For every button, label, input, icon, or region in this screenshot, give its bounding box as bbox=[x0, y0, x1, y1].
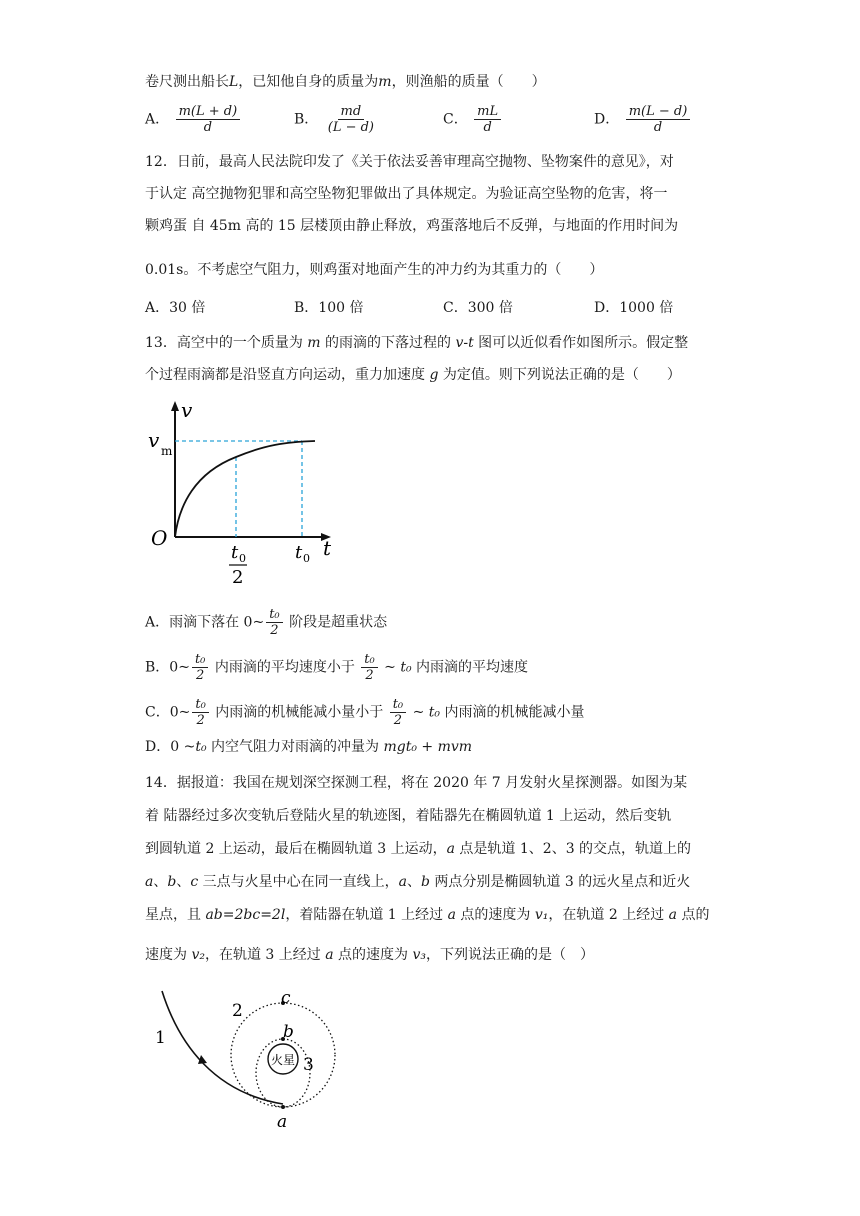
q14-line-4 bbox=[145, 872, 690, 892]
q13-option-d[interactable] bbox=[145, 737, 472, 757]
q14-text: 点是轨道 1、2、3 的交点，轨道上的 bbox=[454, 841, 692, 857]
fraction-numerator: t₀ bbox=[192, 652, 208, 668]
q14-text: 、 bbox=[406, 874, 421, 890]
fraction-denominator: (L − d) bbox=[327, 120, 375, 135]
var-a: a bbox=[398, 874, 407, 890]
var-g: g bbox=[429, 367, 439, 383]
q12-option-a[interactable]: A．30 倍 bbox=[145, 300, 206, 316]
q12-option-b[interactable]: B．100 倍 bbox=[294, 300, 364, 316]
q11-text: ，则渔船的质量（ ） bbox=[391, 74, 546, 90]
q14-text: 两点分别是椭圆轨道 3 的远火星点和近火 bbox=[429, 874, 691, 890]
var-v2: v₂ bbox=[191, 947, 205, 963]
q14-text: 速度为 bbox=[145, 947, 192, 963]
q14-line-1: 14．据报道：我国在规划深空探测工程，将在 2020 年 7 月发射火星探测器。如图为某 bbox=[145, 775, 688, 791]
option-text: B．0~ bbox=[145, 659, 190, 676]
var-a: a bbox=[446, 841, 455, 857]
fraction-denominator: d bbox=[203, 120, 213, 135]
option-letter: A． bbox=[145, 111, 170, 128]
fraction-denominator: 2 bbox=[365, 668, 374, 683]
option-text: D．0 ~ bbox=[145, 739, 196, 755]
half-t0-numerator: t bbox=[231, 542, 239, 563]
axis-t-label: t bbox=[323, 536, 332, 560]
fraction-numerator: m(L + d) bbox=[176, 104, 241, 120]
var-L: L bbox=[229, 74, 239, 90]
q12-line-1: 12．日前，最高人民法院印发了《关于依法妥善审理高空抛物、坠物案件的意见》，对 bbox=[145, 154, 674, 170]
distance-equation: ab=2bc=2l bbox=[205, 907, 286, 923]
option-text: 内雨滴的机械能减小量小于 bbox=[210, 704, 388, 721]
q13-option-c[interactable] bbox=[145, 697, 584, 728]
q14-text: ，着陆器在轨道 1 上经过 bbox=[285, 907, 448, 923]
fraction-numerator: md bbox=[338, 104, 365, 120]
orbit-1-path bbox=[162, 991, 283, 1104]
t0-subscript: 0 bbox=[303, 552, 310, 565]
point-b-label: b bbox=[283, 1022, 294, 1042]
var-b: b bbox=[167, 874, 177, 890]
var-a: a bbox=[668, 907, 678, 923]
q11-option-b[interactable] bbox=[294, 104, 379, 135]
fraction-numerator: t₀ bbox=[361, 652, 377, 668]
q13-option-b[interactable] bbox=[145, 652, 528, 683]
q11-option-c[interactable] bbox=[443, 104, 503, 135]
option-fraction bbox=[626, 104, 691, 135]
q11-option-d[interactable] bbox=[594, 104, 692, 135]
var-t0: t₀ bbox=[195, 739, 207, 755]
fraction-t0-over-2 bbox=[192, 697, 208, 728]
q13-text: 个过程雨滴都是沿竖直方向运动，重力加速度 bbox=[145, 367, 430, 383]
q12-option-d[interactable]: D．1000 倍 bbox=[594, 300, 674, 316]
q13-text: 为定值。则下列说法正确的是（ ） bbox=[438, 367, 681, 383]
q14-text: 星点，且 bbox=[145, 907, 206, 923]
q13-line-1 bbox=[145, 333, 688, 353]
option-letter: B． bbox=[294, 111, 319, 128]
t0-label: t bbox=[295, 542, 303, 563]
option-letter: C． bbox=[443, 111, 468, 128]
q14-line-2: 着 陆器经过多次变轨后登陆火星的轨迹图，着陆器先在椭圆轨道 1 上运动，然后变轨 bbox=[145, 808, 672, 824]
option-text: ~ bbox=[408, 704, 429, 721]
fraction-numerator: t₀ bbox=[266, 607, 282, 623]
half-t0-denominator: 2 bbox=[232, 567, 244, 588]
mars-label: 火星 bbox=[270, 1053, 296, 1067]
q14-text: 、 bbox=[153, 874, 168, 890]
var-a: a bbox=[447, 907, 456, 923]
point-c-label: c bbox=[281, 988, 291, 1008]
fraction-numerator: mL bbox=[474, 104, 501, 120]
q14-line-6 bbox=[145, 945, 594, 965]
fraction-denominator: 2 bbox=[270, 623, 279, 638]
impulse-formula: mgt₀ + mvm bbox=[383, 739, 473, 755]
q14-text: ，下列说法正确的是（ ） bbox=[426, 947, 595, 963]
point-a-label: a bbox=[277, 1112, 288, 1132]
q14-text: 点的速度为 bbox=[455, 907, 535, 923]
var-v1: v₁ bbox=[534, 907, 549, 923]
option-letter: D． bbox=[594, 111, 620, 128]
point-a bbox=[281, 1105, 285, 1109]
q11-stem-line bbox=[145, 72, 546, 92]
q12-line-2: 于认定 高空抛物犯罪和高空坠物犯罪做出了具体规定。为验证高空坠物的危害，将一 bbox=[145, 186, 668, 202]
option-text: 阶段是超重状态 bbox=[284, 614, 388, 631]
q14-text: 、 bbox=[176, 874, 191, 890]
var-m: m bbox=[378, 74, 392, 90]
q13-option-a[interactable] bbox=[145, 607, 387, 638]
option-text: A．雨滴下落在 0~ bbox=[145, 614, 265, 631]
var-a: a bbox=[325, 947, 334, 963]
orbit-3-label: 3 bbox=[303, 1055, 314, 1075]
q13-text: 13．高空中的一个质量为 bbox=[145, 335, 308, 351]
q14-line-5 bbox=[145, 905, 709, 925]
var-m: m bbox=[307, 335, 321, 351]
var-v3: v₃ bbox=[412, 947, 427, 963]
vm-label: v bbox=[148, 428, 160, 452]
var-c: c bbox=[190, 874, 199, 890]
fraction-denominator: 2 bbox=[196, 713, 205, 728]
fraction-denominator: 2 bbox=[393, 713, 403, 728]
origin-label: O bbox=[151, 526, 168, 550]
var-t0: t₀ bbox=[428, 704, 441, 721]
option-text: 内雨滴的机械能减小量 bbox=[440, 704, 585, 721]
option-text: 内雨滴的平均速度小于 bbox=[210, 659, 360, 676]
option-text: 内空气阻力对雨滴的冲量为 bbox=[206, 739, 384, 755]
option-fraction bbox=[474, 104, 501, 135]
fraction-denominator: d bbox=[483, 120, 492, 135]
fraction-numerator: m(L − d) bbox=[626, 104, 691, 120]
velocity-curve bbox=[175, 441, 315, 537]
option-text: C．0~ bbox=[145, 704, 191, 721]
q11-option-a[interactable] bbox=[145, 104, 242, 135]
q12-option-c[interactable]: C．300 倍 bbox=[443, 300, 513, 316]
q14-text: 点的速度为 bbox=[333, 947, 413, 963]
q11-text: ，已知他自身的质量为 bbox=[238, 74, 379, 90]
half-t0-subscript: 0 bbox=[239, 552, 246, 565]
q13-text: 的雨滴的下落过程的 bbox=[320, 335, 456, 351]
q14-text: 点的 bbox=[677, 907, 710, 923]
fraction-numerator: t₀ bbox=[390, 697, 406, 713]
fraction-t0-over-2 bbox=[390, 697, 406, 728]
q13-line-2 bbox=[145, 365, 681, 385]
q14-text: ，在轨道 3 上经过 bbox=[204, 947, 326, 963]
vm-subscript: m bbox=[161, 444, 173, 458]
var-b: b bbox=[420, 874, 430, 890]
option-fraction bbox=[176, 104, 241, 135]
fraction-numerator: t₀ bbox=[192, 697, 208, 713]
q14-line-3 bbox=[145, 839, 691, 859]
fraction-t0-over-2 bbox=[192, 652, 208, 683]
q14-text: 到圆轨道 2 上运动，最后在椭圆轨道 3 上运动， bbox=[145, 841, 447, 857]
fraction-denominator: d bbox=[653, 120, 663, 135]
var-vt: v-t bbox=[455, 335, 474, 351]
q13-vt-graph bbox=[145, 395, 345, 590]
orbit-2-label: 2 bbox=[232, 1001, 243, 1021]
q14-orbit-diagram bbox=[145, 985, 345, 1160]
q14-text: 三点与火星中心在同一直线上， bbox=[198, 874, 399, 890]
var-t0: t₀ bbox=[400, 659, 412, 676]
q12-line-3: 颗鸡蛋 自 45m 高的 15 层楼顶由静止释放，鸡蛋落地后不反弹，与地面的作用时间为 bbox=[145, 218, 679, 234]
fraction-denominator: 2 bbox=[196, 668, 205, 683]
orbit-1-label: 1 bbox=[155, 1028, 166, 1048]
v-axis-arrow-icon bbox=[171, 401, 179, 411]
axis-v-label: v bbox=[181, 398, 193, 422]
var-a: a bbox=[145, 874, 154, 890]
q11-text: 卷尺测出船长 bbox=[145, 74, 229, 90]
option-text: 内雨滴的平均速度 bbox=[411, 659, 529, 676]
q14-text: ，在轨道 2 上经过 bbox=[548, 907, 669, 923]
fraction-t0-over-2 bbox=[361, 652, 377, 683]
option-text: ~ bbox=[379, 659, 401, 676]
q13-text: 图可以近似看作如图所示。假定整 bbox=[473, 335, 689, 351]
q12-line-4: 0.01s。不考虑空气阻力，则鸡蛋对地面产生的冲力约为其重力的（ ） bbox=[145, 262, 604, 278]
fraction-t0-over-2 bbox=[266, 607, 282, 638]
option-fraction bbox=[325, 104, 377, 135]
